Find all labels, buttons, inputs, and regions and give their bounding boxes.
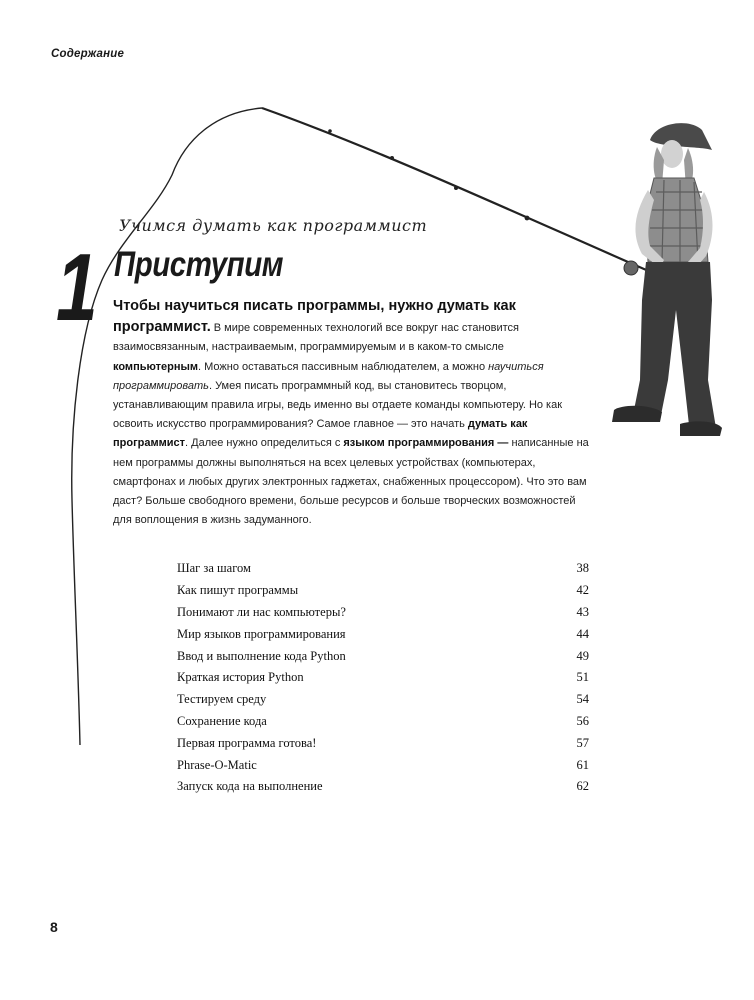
toc-entry[interactable] bbox=[177, 711, 589, 733]
intro-bold-2: думать как программист bbox=[113, 418, 528, 450]
toc-entry-page: 62 bbox=[576, 779, 589, 794]
toc-entry[interactable] bbox=[177, 754, 589, 776]
toc-entry-label: Ввод и выполнение кода Python bbox=[177, 648, 346, 663]
toc-entry-label: Мир языков программирования bbox=[177, 626, 346, 641]
chapter-subtitle: Учимся думать как программист bbox=[119, 216, 428, 235]
shirt bbox=[646, 178, 708, 262]
intro-text-4: . Далее нужно определиться с bbox=[185, 437, 344, 450]
toc-entry-page: 43 bbox=[576, 604, 589, 619]
toc-entry[interactable] bbox=[177, 667, 589, 689]
intro-text-3: . Умея писать программный код, вы становитесь творцом, устанавливающим правила игры, ведь именно вы отдаете команды компьютеру. Но как освоить искусство программирования? Самое главное — это начать bbox=[113, 379, 563, 431]
chapter-title: Приступим bbox=[114, 245, 284, 284]
toc-entry[interactable] bbox=[177, 689, 589, 711]
running-head: Содержание bbox=[51, 48, 125, 60]
toc-entry-page: 54 bbox=[576, 692, 589, 707]
toc-entry-page: 51 bbox=[576, 670, 589, 685]
reel bbox=[624, 261, 638, 275]
toc-entry-label: Понимают ли нас компьютеры? bbox=[177, 604, 346, 619]
toc-entry-page: 61 bbox=[576, 757, 589, 772]
toc-entry-label: Phrase-O-Matic bbox=[177, 757, 257, 772]
intro-bold-1: компьютерным bbox=[113, 360, 198, 373]
toc-entry-page: 42 bbox=[576, 583, 589, 598]
toc-entry-page: 49 bbox=[576, 648, 589, 663]
toc-entry[interactable] bbox=[177, 732, 589, 754]
toc-entry-label: Первая программа готова! bbox=[177, 735, 317, 750]
toc-entry-label: Запуск кода на выполнение bbox=[177, 779, 323, 794]
toc-entry-page: 56 bbox=[576, 713, 589, 728]
intro-paragraph bbox=[113, 296, 593, 530]
toc-entry-page: 44 bbox=[576, 626, 589, 641]
page-number: 8 bbox=[50, 919, 58, 935]
intro-text-2: . Можно оставаться пассивным наблюдателем, а можно bbox=[198, 360, 489, 373]
toc-entry-label: Как пишут программы bbox=[177, 583, 299, 598]
intro-bold-3: языком программирования — bbox=[343, 437, 509, 450]
toc-entry-label: Шаг за шагом bbox=[177, 561, 251, 576]
fishing-rod bbox=[262, 108, 660, 276]
toc-entry-label: Сохранение кода bbox=[177, 713, 267, 728]
toc-entry-page: 38 bbox=[576, 561, 589, 576]
toc-entry[interactable] bbox=[177, 602, 589, 624]
intro-italic-1: научиться программировать bbox=[113, 360, 544, 392]
table-of-contents bbox=[177, 558, 589, 798]
chapter-number: 1 bbox=[56, 234, 98, 341]
toc-entry[interactable] bbox=[177, 558, 589, 580]
toc-entry-label: Тестируем среду bbox=[177, 692, 267, 707]
toc-entry[interactable] bbox=[177, 645, 589, 667]
toc-entry-label: Краткая история Python bbox=[177, 670, 304, 685]
toc-entry[interactable] bbox=[177, 776, 589, 798]
intro-text-5: написанные на нем программы должны выполняться на всех целевых устройствах (компьютерах, смартфонах и любых других электронных гаджетах, снабженных процессором). Что это вам даст? Больше свободного времени, больше ресурсов и больше творческих возможностей для воплощения в жизнь задуманного. bbox=[113, 437, 589, 527]
toc-entry-page: 57 bbox=[576, 735, 589, 750]
toc-entry[interactable] bbox=[177, 580, 589, 602]
intro-text-1: В мире современных технологий все вокруг нас становится взаимосвязанным, настраиваемым, программируемым и в каком-то смысле bbox=[113, 322, 519, 354]
toc-entry[interactable] bbox=[177, 623, 589, 645]
intro-lead: Чтобы научиться писать программы, нужно думать как программист. bbox=[113, 298, 516, 336]
